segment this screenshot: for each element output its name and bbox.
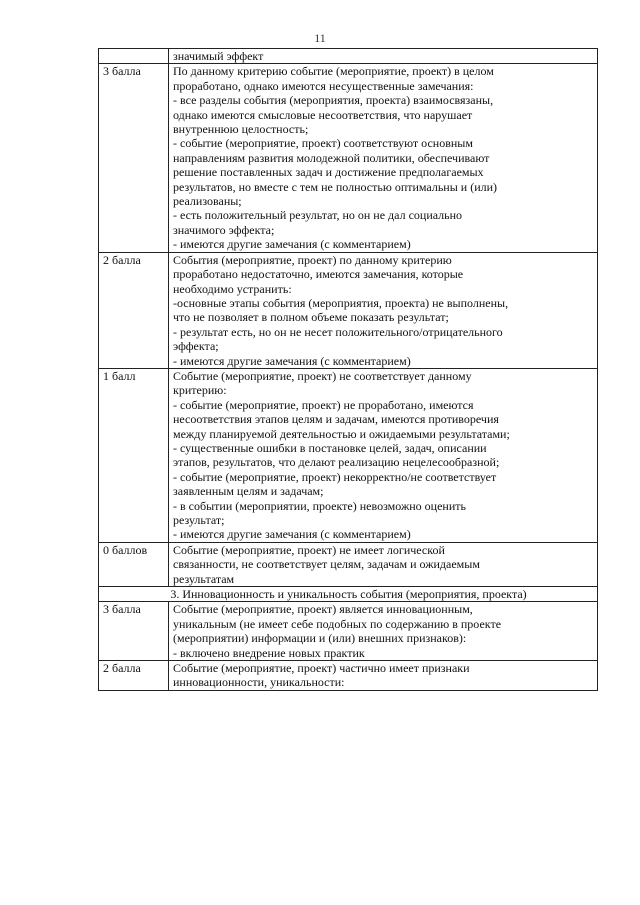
description-line: эффекта; <box>173 339 219 354</box>
description-line: инновационности, уникальности: <box>173 675 345 690</box>
description-line: реализованы; <box>173 194 242 209</box>
score-cell: 3 балла <box>99 64 169 252</box>
description-line: Событие (мероприятие, проект) является инновационным, <box>173 602 473 617</box>
description-line: результатам <box>173 571 235 586</box>
description-line: - в событии (мероприятии, проекте) невозможно оценить <box>173 498 466 513</box>
description-line: - имеются другие замечания (с комментарием) <box>173 353 411 368</box>
description-line: - событие (мероприятие, проект) не проработано, имеются <box>173 397 474 412</box>
description-line: между планируемой деятельностью и ожидаемыми результатами; <box>173 426 510 441</box>
score-cell <box>99 49 169 64</box>
description-line: критерию: <box>173 383 227 398</box>
score-cell: 1 балл <box>99 368 169 542</box>
description-cell <box>169 542 598 586</box>
description-line: События (мероприятие, проект) по данному критерию <box>173 252 452 267</box>
description-line: значимый эффект <box>173 49 264 63</box>
description-line: - событие (мероприятие, проект) соответствуют основным <box>173 136 473 151</box>
description-line: заявленным целям и задачам; <box>173 484 324 499</box>
description-line: - результат есть, но он не несет положительного/отрицательного <box>173 324 503 339</box>
description-cell <box>169 661 598 691</box>
criteria-row <box>99 602 598 661</box>
description-line: (мероприятии) информации и (или) внешних признаков): <box>173 631 467 646</box>
description-line: -основные этапы события (мероприятия, проекта) не выполнены, <box>173 295 509 310</box>
criteria-row <box>99 49 598 64</box>
page-number: 11 <box>314 31 326 45</box>
description-line: Событие (мероприятие, проект) не имеет логической <box>173 542 445 557</box>
description-line: проработано, однако имеются несущественные замечания: <box>173 78 474 93</box>
criteria-row <box>99 252 598 368</box>
score-cell: 3 балла <box>99 602 169 661</box>
description-cell <box>169 64 598 252</box>
criteria-row <box>99 542 598 586</box>
description-line: уникальным (не имеет себе подобных по содержанию в проекте <box>173 616 502 631</box>
description-cell <box>169 602 598 661</box>
description-cell <box>169 252 598 368</box>
description-line: направлениям развития молодежной политики, обеспечивают <box>173 150 490 165</box>
description-line: несоответствия этапов целям и задачам, имеются противоречия <box>173 412 499 427</box>
description-line: Событие (мероприятие, проект) не соответствует данному <box>173 368 472 383</box>
description-line: решение поставленных задач и достижение предполагаемых <box>173 165 484 180</box>
section-title: 3. Инновационность и уникальность события (мероприятия, проекта) <box>99 587 598 602</box>
description-line: - имеются другие замечания (с комментарием) <box>173 237 411 252</box>
description-line: проработано недостаточно, имеются замечания, которые <box>173 267 464 282</box>
description-line: значимого эффекта; <box>173 222 275 237</box>
criteria-row <box>99 368 598 542</box>
description-line: - имеются другие замечания (с комментарием) <box>173 527 411 542</box>
criteria-table-body <box>99 49 598 691</box>
description-line: этапов, результатов, что делают реализацию нецелесообразной; <box>173 455 500 470</box>
description-line: - все разделы события (мероприятия, проекта) взаимосвязаны, <box>173 93 494 108</box>
description-line: внутреннюю целостность; <box>173 122 309 137</box>
description-line: - событие (мероприятие, проект) некорректно/не соответствует <box>173 469 497 484</box>
description-line: результат; <box>173 513 225 527</box>
description-line: результатов, но вместе с тем не полностью оптимальны и (или) <box>173 179 498 194</box>
criteria-table <box>98 48 598 691</box>
section-header-row <box>99 587 598 602</box>
description-line: - есть положительный результат, но он не дал социально <box>173 208 463 223</box>
description-line: связанности, не соответствует целям, задачам и ожидаемым <box>173 557 480 572</box>
description-cell <box>169 49 598 64</box>
description-line: что не позволяет в полном объеме показать результат; <box>173 310 449 325</box>
description-line: Событие (мероприятие, проект) частично имеет признаки <box>173 661 470 676</box>
criteria-row <box>99 64 598 252</box>
description-line: По данному критерию событие (мероприятие, проект) в целом <box>173 64 494 79</box>
score-cell: 2 балла <box>99 661 169 691</box>
description-line: - существенные ошибки в постановке целей, задач, описании <box>173 440 487 455</box>
description-line: однако имеются смысловые несоответствия, что нарушает <box>173 107 473 122</box>
description-cell <box>169 368 598 542</box>
description-line: необходимо устранить: <box>173 281 292 296</box>
score-cell: 2 балла <box>99 252 169 368</box>
description-line: - включено внедрение новых практик <box>173 645 365 660</box>
score-cell: 0 баллов <box>99 542 169 586</box>
criteria-row <box>99 661 598 691</box>
